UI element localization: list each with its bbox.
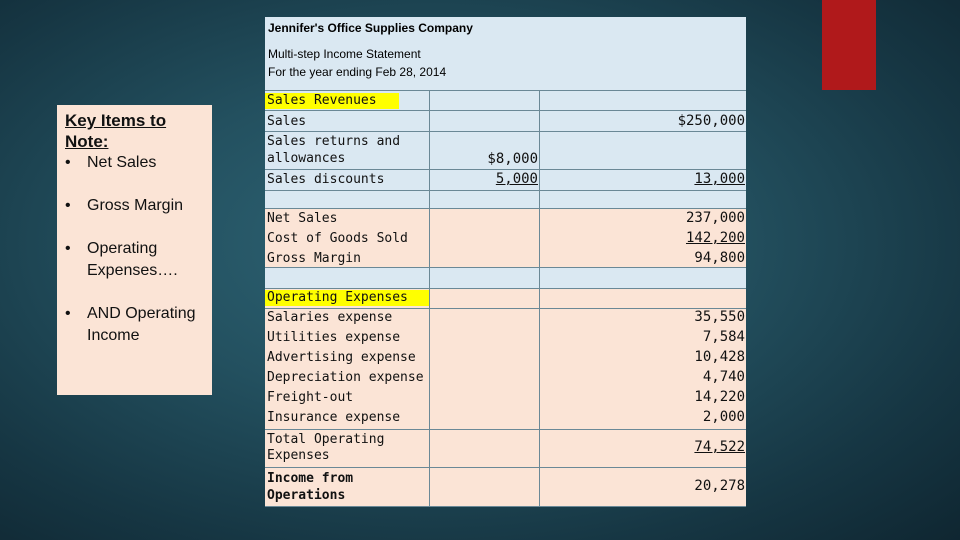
opex-value: 4,740 <box>702 369 745 385</box>
grid-line <box>265 267 746 268</box>
returns-label-2: allowances <box>267 151 346 166</box>
total-opex-label: Total Operating <box>267 432 385 447</box>
opex-label: Depreciation expense <box>267 370 424 385</box>
opex-value: 2,000 <box>702 409 745 425</box>
opex-header: Operating Expenses <box>265 290 430 306</box>
grid-line <box>265 429 746 430</box>
grid-line <box>265 190 746 191</box>
total-opex-label-2: Expenses <box>267 448 330 463</box>
opex-value: 14,220 <box>694 389 745 405</box>
income-statement-table <box>265 90 746 507</box>
returns-value: $8,000 <box>487 151 538 167</box>
table-row <box>265 110 746 131</box>
accent-tab <box>822 0 876 90</box>
opex-label: Utilities expense <box>267 330 401 345</box>
deductions-total: 13,000 <box>694 171 745 187</box>
sales-value: $250,000 <box>677 113 745 129</box>
opex-label: Freight-out <box>267 390 354 405</box>
key-item: • Operating Expenses…. <box>65 240 178 279</box>
table-row <box>265 131 746 169</box>
opex-value: 35,550 <box>694 309 745 325</box>
grid-line <box>265 288 746 289</box>
key-item: • Net Sales <box>65 154 157 171</box>
statement-type: Multi-step Income Statement <box>268 47 421 61</box>
opex-value: 10,428 <box>694 349 745 365</box>
opex-value: 7,584 <box>702 329 745 345</box>
key-items-list <box>65 152 204 347</box>
sales-revenues-label: Sales Revenues <box>265 93 399 109</box>
grid-line <box>265 208 746 209</box>
grid-line <box>265 308 746 309</box>
cogs-label: Cost of Goods Sold <box>267 231 408 246</box>
income-label: Income from <box>267 471 354 486</box>
statement-header <box>265 17 746 91</box>
statement-period: For the year ending Feb 28, 2014 <box>268 65 447 79</box>
income-label-2: Operations <box>267 488 346 503</box>
net-sales-block <box>265 208 746 267</box>
grid-line <box>265 90 746 91</box>
opex-label: Insurance expense <box>267 410 401 425</box>
key-items-box <box>57 105 212 395</box>
opex-label: Salaries expense <box>267 310 393 325</box>
discounts-value: 5,000 <box>495 171 538 187</box>
grid-line <box>265 131 746 132</box>
net-sales-label: Net Sales <box>267 211 338 226</box>
key-items-title: Key Items to Note: <box>65 111 167 151</box>
returns-label: Sales returns and <box>267 134 401 149</box>
key-item: • AND Operating Income <box>65 305 196 344</box>
grid-line <box>265 467 746 468</box>
table-row <box>265 90 746 110</box>
opex-label: Advertising expense <box>267 350 416 365</box>
key-item: • Gross Margin <box>65 197 184 214</box>
grid-line <box>265 506 746 507</box>
grid-line <box>265 169 746 170</box>
grid-line <box>265 110 746 111</box>
operating-expenses-block <box>265 288 746 507</box>
sales-label: Sales <box>267 114 307 129</box>
table-row <box>265 169 746 190</box>
discounts-label: Sales discounts <box>267 172 385 187</box>
gross-margin-label: Gross Margin <box>267 251 361 266</box>
income-value: 20,278 <box>694 478 745 494</box>
cogs-value: 142,200 <box>685 230 745 246</box>
gross-margin-value: 94,800 <box>694 250 745 266</box>
grid-line <box>429 90 430 507</box>
total-opex-value: 74,522 <box>694 439 745 455</box>
grid-line <box>539 90 540 507</box>
company-name: Jennifer's Office Supplies Company <box>268 21 473 35</box>
net-sales-value: 237,000 <box>685 210 745 226</box>
